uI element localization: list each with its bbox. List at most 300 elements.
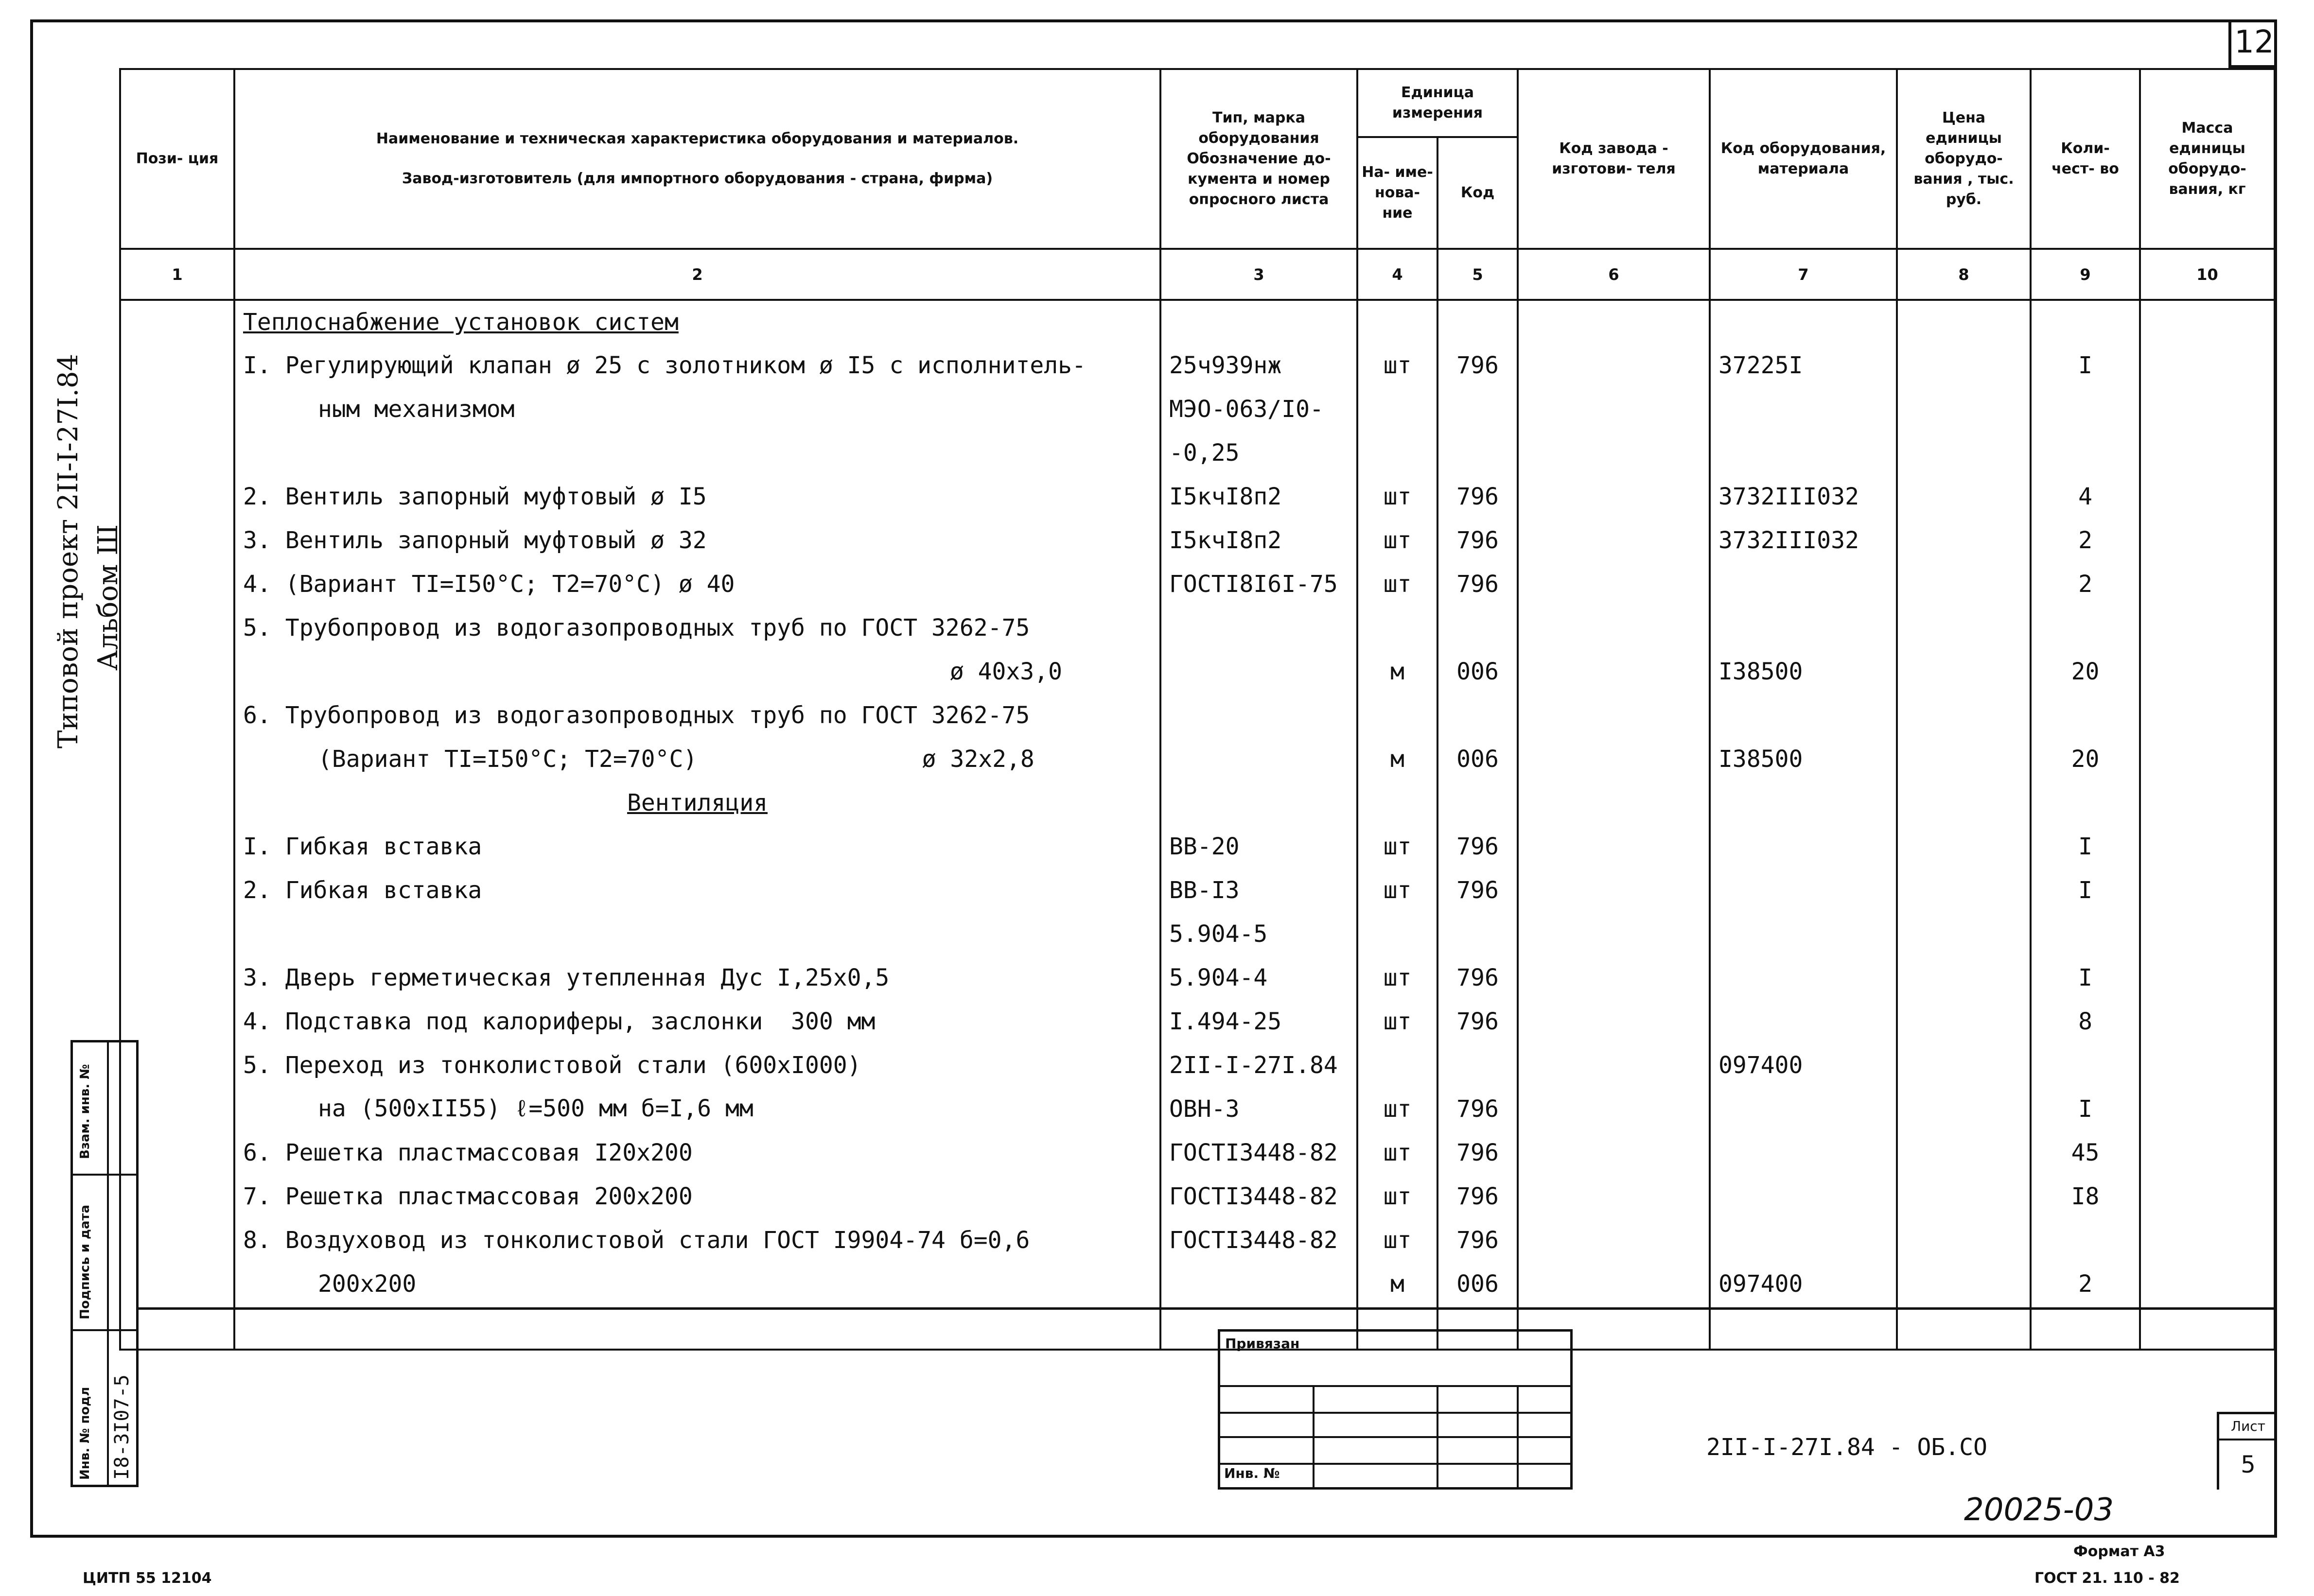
cell-type: I5кчI8п2 <box>1160 475 1357 519</box>
cell-unit <box>1357 694 1437 737</box>
cell-unit: шт <box>1357 1218 1437 1262</box>
table-row <box>120 519 2275 562</box>
column-numbers-row <box>120 249 2275 300</box>
cell-price <box>1897 825 2031 868</box>
cell-mass <box>2140 344 2275 387</box>
specification-table <box>119 68 2276 1351</box>
cell-mass <box>2140 1131 2275 1175</box>
cell-material-code <box>1710 387 1897 431</box>
strip-row-divider <box>73 1174 136 1176</box>
header-unit: Единица измерения <box>1357 69 1518 137</box>
cell-material-code <box>1710 912 1897 956</box>
cell-factory-code <box>1518 562 1710 606</box>
cell-material-code <box>1710 868 1897 912</box>
table-row <box>120 1175 2275 1218</box>
cell-quantity: I8 <box>2031 1175 2140 1218</box>
cell-name: на (500хII55) ℓ=500 мм б=I,6 мм <box>234 1087 1160 1131</box>
cell-name: 2. Гибкая вставка <box>234 868 1160 912</box>
strip-inv-podl-value: I8-3I07-5 <box>111 1374 133 1480</box>
cell-mass <box>2140 562 2275 606</box>
table-row <box>120 956 2275 1000</box>
cell-unit-code <box>1437 781 1518 825</box>
cell-unit-code: 796 <box>1437 956 1518 1000</box>
cell-name: 4. Подставка под калориферы, заслонки 300 мм <box>234 1000 1160 1043</box>
cell-factory-code <box>1518 737 1710 781</box>
cell-factory-code <box>1518 431 1710 475</box>
cell-mass <box>2140 1306 2275 1350</box>
cell-quantity <box>2031 387 2140 431</box>
table-row <box>120 737 2275 781</box>
cell-position <box>120 344 234 387</box>
cell-type <box>1160 1262 1357 1306</box>
cell-unit <box>1357 781 1437 825</box>
cell-price <box>1897 300 2031 344</box>
header-quantity: Коли- чест- во <box>2031 69 2140 249</box>
col-number: 5 <box>1437 249 1518 300</box>
cell-price <box>1897 737 2031 781</box>
cell-mass <box>2140 694 2275 737</box>
cell-mass <box>2140 519 2275 562</box>
header-type: Тип, марка оборудования Обозначение до- кумента и номер опросного листа <box>1160 69 1357 249</box>
cell-factory-code <box>1518 606 1710 650</box>
cell-unit-code: 796 <box>1437 825 1518 868</box>
cell-price <box>1897 781 2031 825</box>
cell-position <box>120 825 234 868</box>
cell-unit-code: 006 <box>1437 1262 1518 1306</box>
col-number: 1 <box>120 249 234 300</box>
cell-factory-code <box>1518 650 1710 694</box>
cell-material-code <box>1710 431 1897 475</box>
strip-inv-podl-label: Инв. № подл <box>78 1387 92 1480</box>
cell-price <box>1897 650 2031 694</box>
cell-factory-code <box>1518 912 1710 956</box>
header-unit-name: На- име- нова- ние <box>1357 137 1437 249</box>
cell-type <box>1160 606 1357 650</box>
cell-material-code: 097400 <box>1710 1262 1897 1306</box>
cell-factory-code <box>1518 387 1710 431</box>
cell-unit-code: 796 <box>1437 519 1518 562</box>
cell-factory-code <box>1518 1043 1710 1087</box>
sheet-number: 5 <box>2241 1451 2256 1478</box>
cell-material-code <box>1710 1175 1897 1218</box>
cell-name: 3. Дверь герметическая утепленная Дус I,25х0,5 <box>234 956 1160 1000</box>
cell-price <box>1897 868 2031 912</box>
cell-material-code <box>1710 1000 1897 1043</box>
cell-price <box>1897 1218 2031 1262</box>
format-label: Формат А3 <box>2073 1543 2165 1560</box>
cell-price <box>1897 956 2031 1000</box>
cell-position <box>120 650 234 694</box>
cell-mass <box>2140 1043 2275 1087</box>
table-row <box>120 475 2275 519</box>
table-row <box>120 1306 2275 1350</box>
cell-unit-code <box>1437 1043 1518 1087</box>
cell-position <box>120 781 234 825</box>
cell-material-code <box>1710 1306 1897 1350</box>
cell-material-code: 097400 <box>1710 1043 1897 1087</box>
cell-type: 5.904-4 <box>1160 956 1357 1000</box>
cell-mass <box>2140 868 2275 912</box>
cell-type: ГОСТI3448-82 <box>1160 1175 1357 1218</box>
strip-podpis-label: Подпись и дата <box>78 1204 92 1319</box>
cell-quantity <box>2031 1043 2140 1087</box>
cell-mass <box>2140 737 2275 781</box>
cell-factory-code <box>1518 1262 1710 1306</box>
cell-unit-code: 006 <box>1437 650 1518 694</box>
table-row <box>120 1043 2275 1087</box>
cell-unit-code <box>1437 606 1518 650</box>
cell-unit: шт <box>1357 1131 1437 1175</box>
cell-unit: м <box>1357 650 1437 694</box>
cell-position <box>120 300 234 344</box>
cell-position <box>120 912 234 956</box>
cell-position <box>120 431 234 475</box>
cell-position <box>120 694 234 737</box>
cell-factory-code <box>1518 694 1710 737</box>
cell-price <box>1897 912 2031 956</box>
cell-unit <box>1357 300 1437 344</box>
cell-factory-code <box>1518 781 1710 825</box>
cell-unit-code: 796 <box>1437 868 1518 912</box>
cell-name: Теплоснабжение установок систем <box>234 300 1160 344</box>
cell-material-code <box>1710 1131 1897 1175</box>
cell-name <box>234 912 1160 956</box>
handwritten-code: 20025-03 <box>1964 1492 2114 1528</box>
table-row <box>120 781 2275 825</box>
col-number: 8 <box>1897 249 2031 300</box>
table-row <box>120 1262 2275 1306</box>
document-code: 2II-I-27I.84 - ОБ.СО <box>1706 1434 1987 1461</box>
table-row <box>120 606 2275 650</box>
cell-unit <box>1357 387 1437 431</box>
cell-price <box>1897 1087 2031 1131</box>
cell-unit: шт <box>1357 519 1437 562</box>
cell-factory-code <box>1518 956 1710 1000</box>
cell-position <box>120 956 234 1000</box>
cell-unit <box>1357 431 1437 475</box>
cell-unit-code: 796 <box>1437 1218 1518 1262</box>
cell-factory-code <box>1518 1000 1710 1043</box>
cell-factory-code <box>1518 1087 1710 1131</box>
cell-type <box>1160 300 1357 344</box>
cell-unit: шт <box>1357 1000 1437 1043</box>
cell-quantity <box>2031 300 2140 344</box>
cell-mass <box>2140 650 2275 694</box>
cell-mass <box>2140 1262 2275 1306</box>
header-price: Цена единицы оборудо- вания , тыс. руб. <box>1897 69 2031 249</box>
cell-price <box>1897 694 2031 737</box>
cell-material-code <box>1710 606 1897 650</box>
cell-name: 6. Решетка пластмассовая I20х200 <box>234 1131 1160 1175</box>
cell-unit-code: 796 <box>1437 1175 1518 1218</box>
cell-unit: шт <box>1357 344 1437 387</box>
cell-name: 3. Вентиль запорный муфтовый ø 32 <box>234 519 1160 562</box>
table-row <box>120 868 2275 912</box>
cell-unit-code <box>1437 912 1518 956</box>
cell-price <box>1897 475 2031 519</box>
cell-unit-code: 796 <box>1437 1000 1518 1043</box>
cell-mass <box>2140 1218 2275 1262</box>
cell-mass <box>2140 387 2275 431</box>
cell-mass <box>2140 606 2275 650</box>
cell-quantity: I <box>2031 1087 2140 1131</box>
cell-unit-code: 006 <box>1437 737 1518 781</box>
cell-factory-code <box>1518 300 1710 344</box>
table-row <box>120 387 2275 431</box>
cell-position <box>120 737 234 781</box>
cell-position <box>120 387 234 431</box>
col-number: 3 <box>1160 249 1357 300</box>
cell-position <box>120 562 234 606</box>
header-mass: Масса единицы оборудо- вания, кг <box>2140 69 2275 249</box>
header-name-line2: Завод-изготовитель (для импортного оборудования - страна, фирма) <box>402 170 993 187</box>
cell-name: I. Регулирующий клапан ø 25 с золотником ø I5 с исполнитель- <box>234 344 1160 387</box>
cell-unit: м <box>1357 1262 1437 1306</box>
table-row <box>120 694 2275 737</box>
cell-unit-code: 796 <box>1437 344 1518 387</box>
cell-position <box>120 606 234 650</box>
cell-name <box>234 1306 1160 1350</box>
cell-name: 2. Вентиль запорный муфтовый ø I5 <box>234 475 1160 519</box>
cell-quantity: 4 <box>2031 475 2140 519</box>
cell-name: (Вариант TI=I50°C; T2=70°C) ø 32х2,8 <box>234 737 1160 781</box>
cell-quantity: 2 <box>2031 1262 2140 1306</box>
cell-mass <box>2140 781 2275 825</box>
cell-position <box>120 868 234 912</box>
cell-mass <box>2140 1087 2275 1131</box>
col-number: 7 <box>1710 249 1897 300</box>
cell-quantity: 2 <box>2031 519 2140 562</box>
strip-row-divider <box>73 1329 136 1331</box>
cell-quantity: 20 <box>2031 737 2140 781</box>
table-row <box>120 300 2275 344</box>
cell-type: ВВ-I3 <box>1160 868 1357 912</box>
cell-mass <box>2140 912 2275 956</box>
cell-position <box>120 1000 234 1043</box>
cell-quantity: I <box>2031 825 2140 868</box>
cell-type: I5кчI8п2 <box>1160 519 1357 562</box>
table-row <box>120 562 2275 606</box>
cell-mass <box>2140 300 2275 344</box>
inv-no-label: Инв. № <box>1224 1465 1280 1481</box>
header-position: Пози- ция <box>120 69 234 249</box>
privyazan-label: Привязан <box>1225 1336 1300 1352</box>
header-factory-code: Код завода - изготови- теля <box>1518 69 1710 249</box>
table-row <box>120 1131 2275 1175</box>
cell-type: ОВН-3 <box>1160 1087 1357 1131</box>
table-bottom-line <box>136 1307 2277 1310</box>
cell-type: ГОСТI3448-82 <box>1160 1131 1357 1175</box>
table-row <box>120 1087 2275 1131</box>
cell-price <box>1897 1262 2031 1306</box>
cell-name: ø 40х3,0 <box>234 650 1160 694</box>
table-row <box>120 650 2275 694</box>
cell-mass <box>2140 475 2275 519</box>
cell-unit-code: 796 <box>1437 1087 1518 1131</box>
cell-type: ГОСТI3448-82 <box>1160 1218 1357 1262</box>
cell-mass <box>2140 1175 2275 1218</box>
cell-unit-code: 796 <box>1437 1131 1518 1175</box>
cell-unit-code <box>1437 431 1518 475</box>
cell-name: 200х200 <box>234 1262 1160 1306</box>
col-number: 10 <box>2140 249 2275 300</box>
cell-name: I. Гибкая вставка <box>234 825 1160 868</box>
col-number: 6 <box>1518 249 1710 300</box>
cell-name: Вентиляция <box>234 781 1160 825</box>
cell-type: МЭО-063/I0- <box>1160 387 1357 431</box>
cell-type <box>1160 737 1357 781</box>
strip-divider <box>107 1042 109 1485</box>
cell-unit: шт <box>1357 825 1437 868</box>
cell-quantity: 8 <box>2031 1000 2140 1043</box>
cell-material-code: 37225I <box>1710 344 1897 387</box>
cell-quantity <box>2031 781 2140 825</box>
cell-unit: м <box>1357 737 1437 781</box>
cell-price <box>1897 606 2031 650</box>
left-stamp-strip <box>70 1040 139 1487</box>
table-row <box>120 344 2275 387</box>
cell-type: -0,25 <box>1160 431 1357 475</box>
sheet-label: Лист <box>2219 1414 2277 1440</box>
page-number: 12 <box>2228 19 2277 68</box>
sheet-box <box>2217 1412 2277 1490</box>
cell-type: 5.904-5 <box>1160 912 1357 956</box>
cell-type: I.494-25 <box>1160 1000 1357 1043</box>
header-unit-code: Код <box>1437 137 1518 249</box>
cell-factory-code <box>1518 1218 1710 1262</box>
cell-quantity <box>2031 1218 2140 1262</box>
header-name <box>234 69 1160 249</box>
cell-material-code <box>1710 694 1897 737</box>
cell-price <box>1897 1131 2031 1175</box>
col-number: 2 <box>234 249 1160 300</box>
cell-type: 2II-I-27I.84 <box>1160 1043 1357 1087</box>
cell-price <box>1897 519 2031 562</box>
cell-quantity: I <box>2031 956 2140 1000</box>
cell-type <box>1160 781 1357 825</box>
cell-unit-code <box>1437 300 1518 344</box>
header-name-line1: Наименование и техническая характеристика оборудования и материалов. <box>376 130 1019 147</box>
cell-unit-code: 796 <box>1437 475 1518 519</box>
cell-type <box>1160 650 1357 694</box>
cell-material-code: 3732III032 <box>1710 475 1897 519</box>
side-title-line1: Типовой проект 2II-I-27I.84 <box>53 353 84 748</box>
cell-name: 5. Переход из тонколистовой стали (600хI000) <box>234 1043 1160 1087</box>
cell-factory-code <box>1518 825 1710 868</box>
cell-name: 4. (Вариант TI=I50°C; T2=70°C) ø 40 <box>234 562 1160 606</box>
cell-quantity <box>2031 606 2140 650</box>
table-row <box>120 1218 2275 1262</box>
table-row <box>120 1000 2275 1043</box>
table-row <box>120 912 2275 956</box>
cell-quantity <box>2031 912 2140 956</box>
cintp-label: ЦИТП 55 12104 <box>83 1570 212 1587</box>
cell-quantity: 45 <box>2031 1131 2140 1175</box>
cell-factory-code <box>1518 519 1710 562</box>
cell-unit: шт <box>1357 1175 1437 1218</box>
cell-unit: шт <box>1357 868 1437 912</box>
cell-price <box>1897 1000 2031 1043</box>
cell-material-code <box>1710 956 1897 1000</box>
col-number: 4 <box>1357 249 1437 300</box>
table-row <box>120 431 2275 475</box>
cell-unit: шт <box>1357 562 1437 606</box>
cell-quantity: 2 <box>2031 562 2140 606</box>
cell-factory-code <box>1518 868 1710 912</box>
cell-mass <box>2140 1000 2275 1043</box>
cell-price <box>1897 344 2031 387</box>
col-number: 9 <box>2031 249 2140 300</box>
cell-material-code: I38500 <box>1710 737 1897 781</box>
gost-label: ГОСТ 21. 110 - 82 <box>2034 1570 2180 1587</box>
cell-position <box>120 475 234 519</box>
cell-mass <box>2140 431 2275 475</box>
cell-quantity: I <box>2031 344 2140 387</box>
cell-material-code <box>1710 825 1897 868</box>
cell-material-code <box>1710 300 1897 344</box>
cell-position <box>120 519 234 562</box>
cell-unit: шт <box>1357 1087 1437 1131</box>
cell-unit <box>1357 1043 1437 1087</box>
cell-name <box>234 431 1160 475</box>
cell-name: 5. Трубопровод из водогазопроводных труб по ГОСТ 3262-75 <box>234 606 1160 650</box>
cell-price <box>1897 1306 2031 1350</box>
cell-material-code <box>1710 1218 1897 1262</box>
cell-material-code <box>1710 781 1897 825</box>
cell-price <box>1897 387 2031 431</box>
cell-name: 6. Трубопровод из водогазопроводных труб по ГОСТ 3262-75 <box>234 694 1160 737</box>
cell-name: 7. Решетка пластмассовая 200х200 <box>234 1175 1160 1218</box>
cell-factory-code <box>1518 1175 1710 1218</box>
cell-factory-code <box>1518 1131 1710 1175</box>
cell-material-code <box>1710 562 1897 606</box>
cell-factory-code <box>1518 475 1710 519</box>
cell-quantity <box>2031 431 2140 475</box>
cell-quantity: I <box>2031 868 2140 912</box>
cell-unit: шт <box>1357 956 1437 1000</box>
cell-unit: шт <box>1357 475 1437 519</box>
cell-price <box>1897 562 2031 606</box>
cell-price <box>1897 1043 2031 1087</box>
cell-mass <box>2140 825 2275 868</box>
cell-unit <box>1357 606 1437 650</box>
privyazan-stamp <box>1218 1329 1573 1490</box>
cell-type: 25ч939нж <box>1160 344 1357 387</box>
cell-type: ГОСТI8I6I-75 <box>1160 562 1357 606</box>
cell-unit-code: 796 <box>1437 562 1518 606</box>
cell-unit <box>1357 912 1437 956</box>
cell-type <box>1160 694 1357 737</box>
cell-quantity <box>2031 694 2140 737</box>
cell-name: 8. Воздуховод из тонколистовой стали ГОСТ I9904-74 б=0,6 <box>234 1218 1160 1262</box>
cell-type: ВВ-20 <box>1160 825 1357 868</box>
cell-mass <box>2140 956 2275 1000</box>
cell-material-code <box>1710 1087 1897 1131</box>
cell-material-code: I38500 <box>1710 650 1897 694</box>
cell-price <box>1897 1175 2031 1218</box>
side-title-line2: Альбом Ш <box>92 524 124 671</box>
cell-factory-code <box>1518 344 1710 387</box>
cell-material-code: 3732III032 <box>1710 519 1897 562</box>
cell-unit-code <box>1437 387 1518 431</box>
strip-vzam-label: Взам. инв. № <box>78 1064 92 1159</box>
cell-price <box>1897 431 2031 475</box>
cell-quantity <box>2031 1306 2140 1350</box>
cell-name: ным механизмом <box>234 387 1160 431</box>
table-row <box>120 825 2275 868</box>
cell-unit-code <box>1437 694 1518 737</box>
cell-quantity: 20 <box>2031 650 2140 694</box>
